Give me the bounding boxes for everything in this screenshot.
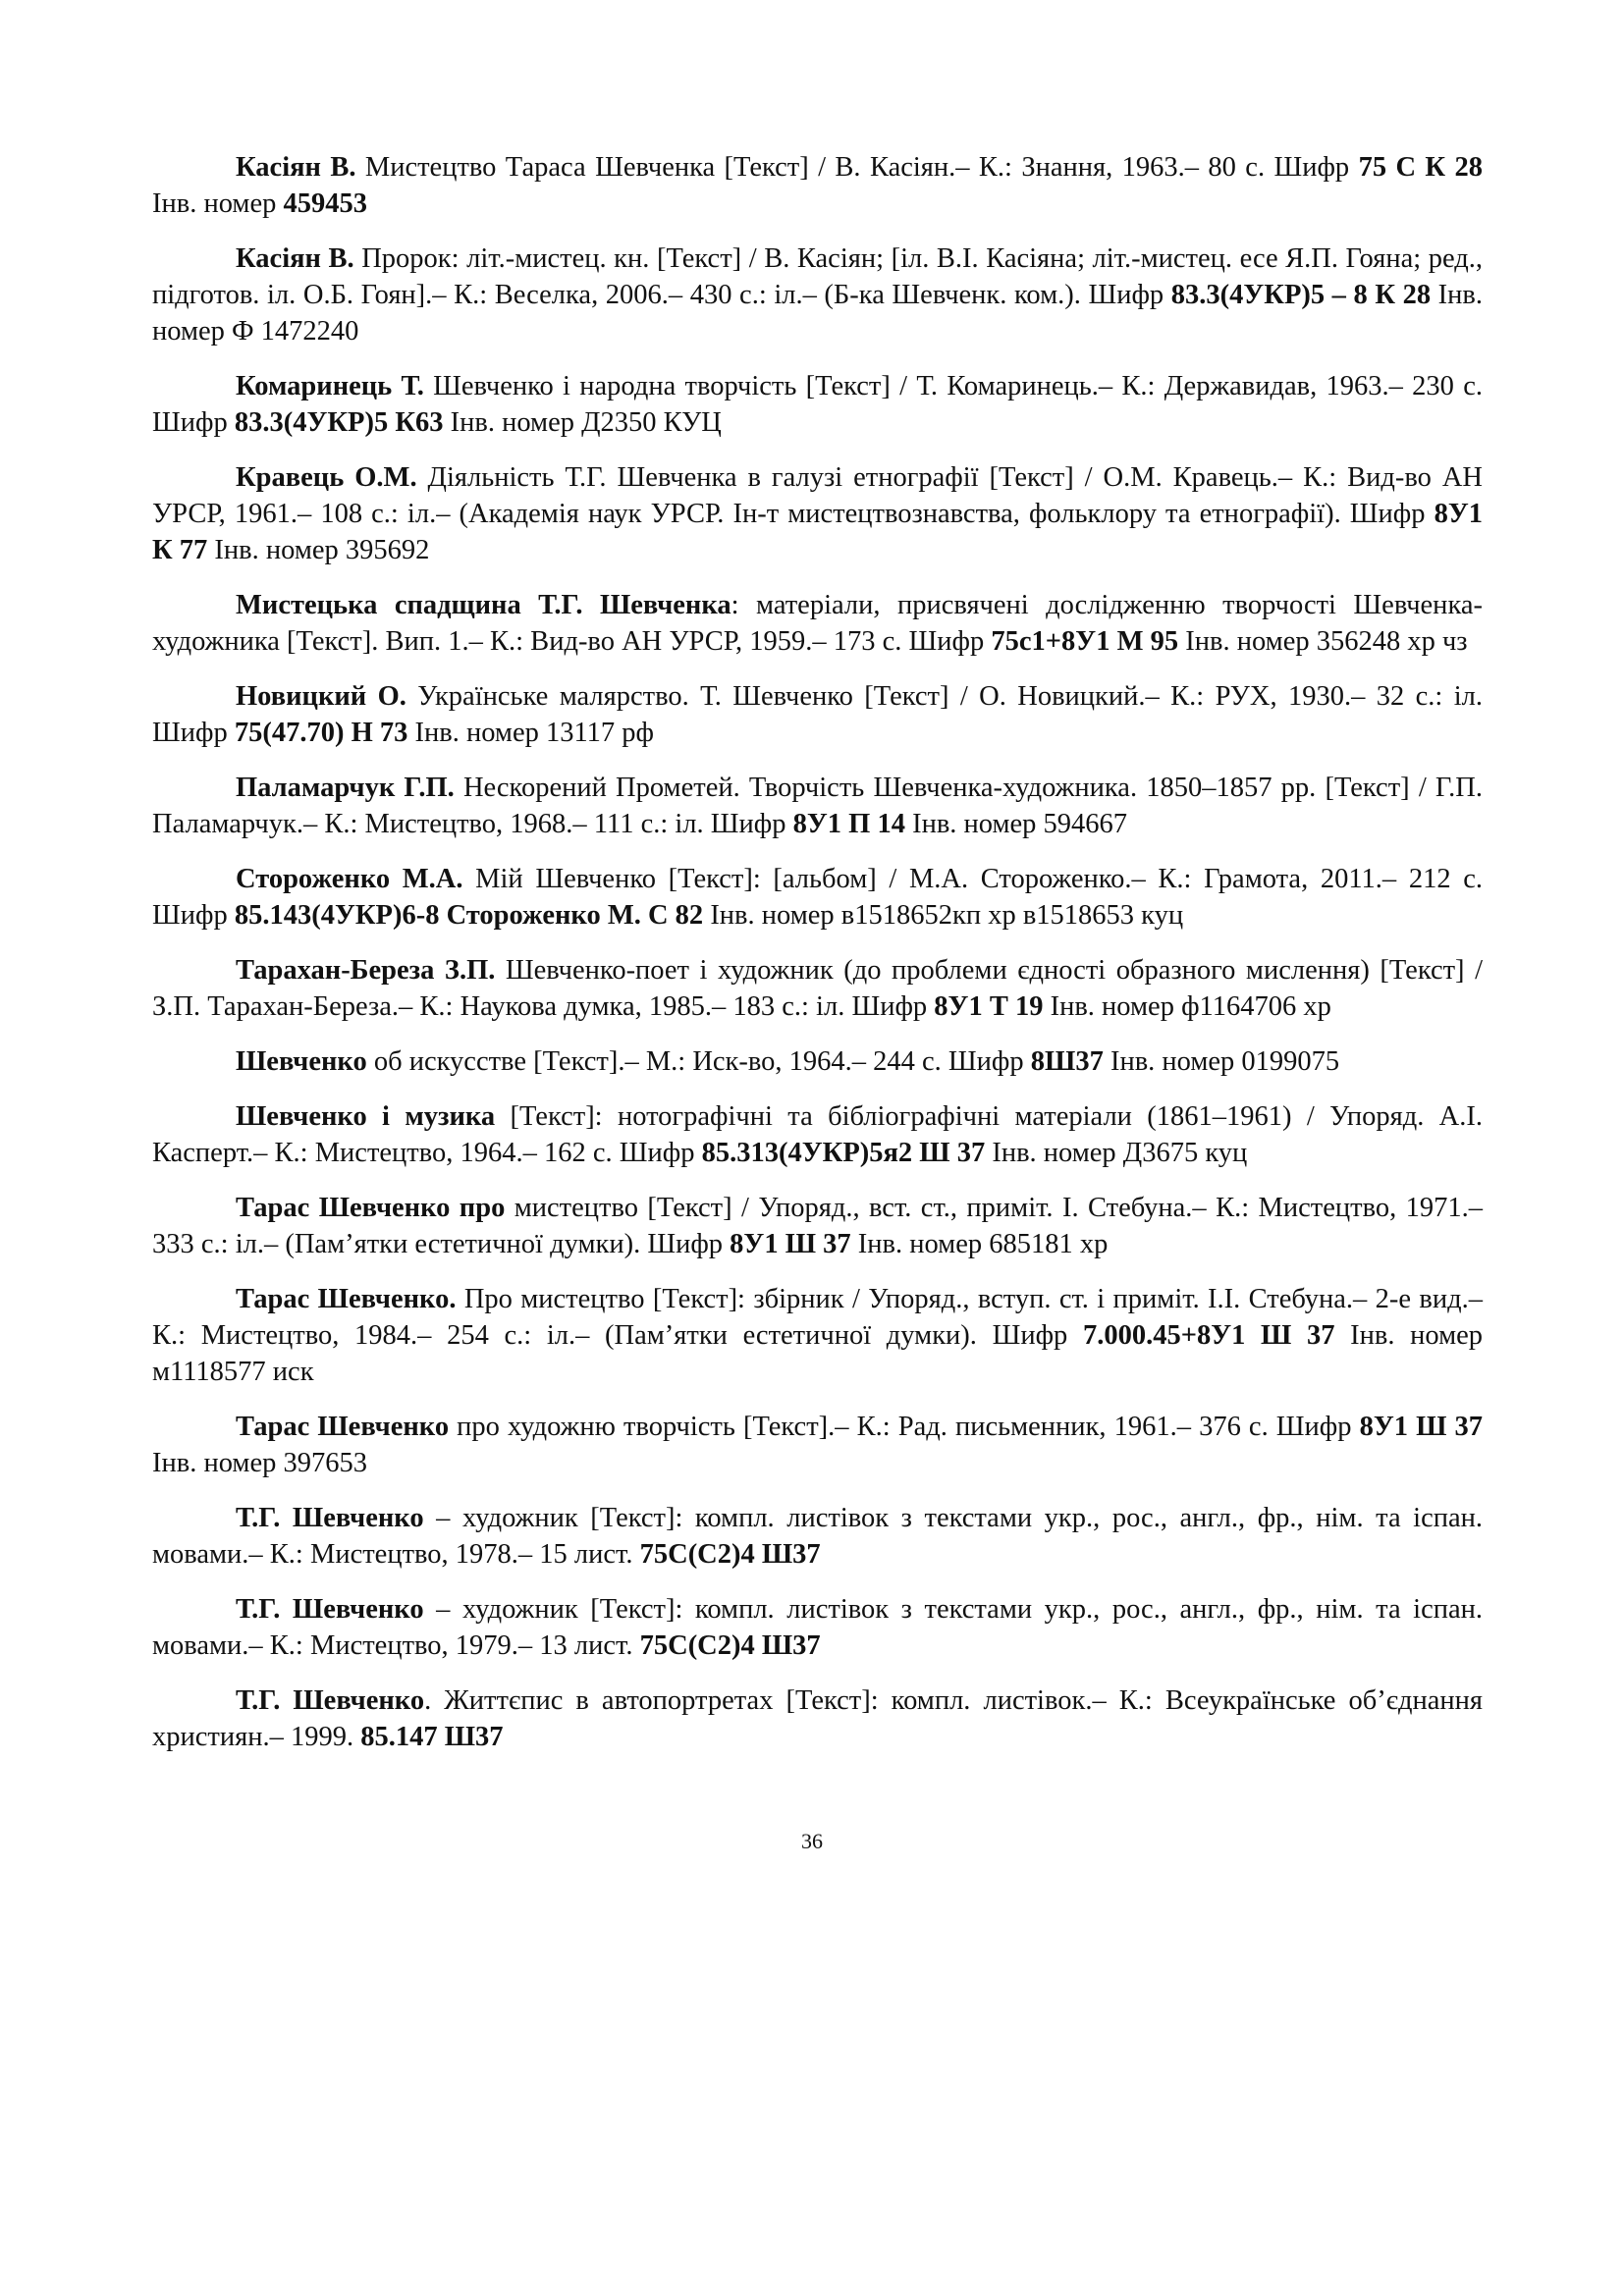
entry-text: Інв. номер Д2350 КУЦ <box>443 407 722 438</box>
entry-text: Нескорений Прометей. Творчість Шевченка-художника. 1850–1857 рр. [Текст] / Г.П. Паламарчук.– К.: Мистецтво, 1968.– 111 с.: іл. Шифр <box>152 773 1484 839</box>
entry-text: Інв. номер 395692 <box>207 535 430 565</box>
entry-bold-text: 85.143(4УКР)6-8 Стороженко М. С 82 <box>234 900 704 931</box>
entry-bold-text: Касіян В. <box>236 243 354 274</box>
entry-text: Інв. номер ф1164706 хр <box>1043 991 1331 1022</box>
bibliography-entry <box>152 1043 1483 1080</box>
entry-text: Шевченко і народна творчість [Текст] / Т. Комаринець.– К.: Державидав, 1963.– 230 с. Шифр <box>152 371 1483 438</box>
entry-text: Діяльність Т.Г. Шевченка в галузі етнографії [Текст] / О.М. Кравець.– К.: Вид-во АН УРСР, 1961.– 108 с.: іл.– (Академія наук УРСР. Ін-т мистецтвознавства, фольклору та етнографії). Шифр <box>152 462 1483 529</box>
entry-bold-text: 8У1 П 14 <box>792 809 905 839</box>
entry-bold-text: Тарас Шевченко про <box>236 1193 506 1223</box>
bibliography-entry <box>152 1190 1483 1262</box>
bibliography-entry <box>152 149 1483 222</box>
bibliography-entry <box>152 1682 1483 1755</box>
bibliography-entry <box>152 952 1483 1025</box>
entry-text: – художник [Текст]: компл. листівок з текстами укр., рос., англ., фр., нім. та іспан. мовами.– К.: Мистецтво, 1979.– 13 лист. <box>152 1594 1484 1661</box>
entry-bold-text: 75с1+8У1 М 95 <box>991 626 1179 657</box>
entry-text: Про мистецтво [Текст]: збірник / Упоряд., вступ. ст. і приміт. І.І. Стебуна.– 2-е вид.– К.: Мистецтво, 1984.– 254 с.: іл.– (Пам’ятки естетичної думки). Шифр <box>152 1284 1483 1351</box>
entry-text: Інв. номер м1118577 иск <box>152 1320 1484 1387</box>
entry-bold-text: Тарахан-Береза З.П. <box>236 955 496 986</box>
bibliography-entry <box>152 1409 1483 1481</box>
entry-text: – художник [Текст]: компл. листівок з текстами укр., рос., англ., фр., нім. та іспан. мовами.– К.: Мистецтво, 1978.– 15 лист. <box>152 1503 1484 1570</box>
entry-text: . Життєпис в автопортретах [Текст]: компл. листівок.– К.: Всеукраїнське об’єднання християн.– 1999. <box>152 1685 1483 1752</box>
entry-bold-text: 83.3(4УКР)5 К63 <box>234 407 444 438</box>
entry-bold-text: Тарас Шевченко. <box>236 1284 457 1314</box>
entry-text: про художню творчість [Текст].– К.: Рад. письменник, 1961.– 376 с. Шифр <box>449 1412 1360 1442</box>
entry-bold-text: Т.Г. Шевченко <box>236 1685 425 1716</box>
entry-text: об искусстве [Текст].– М.: Иск-во, 1964.– 244 с. Шифр <box>366 1046 1031 1077</box>
entry-bold-text: 8У1 Ш 37 <box>1359 1412 1483 1442</box>
entry-text: Інв. номер Д3675 куц <box>985 1138 1248 1168</box>
entry-text: Пророк: літ.-мистец. кн. [Текст] / В. Касіян; [іл. В.І. Касіяна; літ.-мистец. есе Я.П. Гояна; ред., підготов. іл. О.Б. Гоян].– К.: Веселка, 2006.– 430 с.: іл.– (Б-ка Шевченк. ком.). Шифр <box>152 243 1484 310</box>
entry-text: Інв. номер 356248 хр чз <box>1178 626 1468 657</box>
entry-bold-text: Мистецька спадщина Т.Г. Шевченка <box>236 590 731 620</box>
entry-text: Інв. номер 397653 <box>152 1448 367 1478</box>
entry-bold-text: Новицкий О. <box>236 681 406 712</box>
bibliography-entry <box>152 587 1483 660</box>
entry-bold-text: Комаринець Т. <box>236 371 424 401</box>
entry-bold-text: 75 С К 28 <box>1358 152 1483 183</box>
entry-text: Мій Шевченко [Текст]: [альбом] / М.А. Стороженко.– К.: Грамота, 2011.– 212 с. Шифр <box>152 864 1483 931</box>
entry-bold-text: 83.3(4УКР)5 – 8 К 28 <box>1170 280 1432 310</box>
entry-text: Шевченко-поет і художник (до проблеми єдності образного мислення) [Текст] / З.П. Тарахан-Береза.– К.: Наукова думка, 1985.– 183 с.: іл. Шифр <box>152 955 1483 1022</box>
entry-text: Інв. номер в1518652кп хр в1518653 куц <box>703 900 1184 931</box>
bibliography-entry <box>152 368 1483 441</box>
entry-bold-text: 75(47.70) Н 73 <box>234 718 408 748</box>
entry-bold-text: 75С(С2)4 Ш37 <box>639 1539 821 1570</box>
entry-bold-text: Тарас Шевченко <box>236 1412 450 1442</box>
entry-text: Інв. номер 0199075 <box>1103 1046 1340 1077</box>
entry-bold-text: 8У1 Т 19 <box>934 991 1044 1022</box>
entry-bold-text: 8Ш37 <box>1030 1046 1104 1077</box>
entry-bold-text: 8У1 К 77 <box>152 499 1483 565</box>
entry-bold-text: Паламарчук Г.П. <box>236 773 455 803</box>
bibliography-entry <box>152 1098 1483 1171</box>
bibliography-list <box>152 149 1483 1774</box>
bibliography-entry <box>152 459 1483 568</box>
entry-text: Інв. номер 685181 хр <box>850 1229 1109 1259</box>
bibliography-entry <box>152 770 1483 842</box>
entry-text: [Текст]: нотографічні та бібліографічні матеріали (1861–1961) / Упоряд. А.І. Касперт.– К.: Мистецтво, 1964.– 162 с. Шифр <box>152 1101 1484 1168</box>
entry-bold-text: Шевченко <box>236 1046 367 1077</box>
entry-bold-text: 85.147 Ш37 <box>360 1722 504 1752</box>
entry-text: Інв. номер 13117 рф <box>407 718 655 748</box>
bibliography-entry <box>152 678 1483 751</box>
entry-bold-text: 75С(С2)4 Ш37 <box>639 1630 821 1661</box>
entry-bold-text: Стороженко М.А. <box>236 864 463 894</box>
bibliography-entry <box>152 1591 1483 1664</box>
entry-text: Інв. номер 594667 <box>904 809 1128 839</box>
page-number: 36 <box>801 1829 823 1853</box>
entry-bold-text: 85.313(4УКР)5я2 Ш 37 <box>701 1138 986 1168</box>
entry-text: Інв. номер Ф 1472240 <box>152 280 1483 347</box>
entry-text: Інв. номер <box>152 188 284 219</box>
entry-bold-text: Кравець О.М. <box>236 462 417 493</box>
entry-bold-text: Т.Г. Шевченко <box>236 1503 424 1533</box>
entry-text: Українське малярство. Т. Шевченко [Текст] / О. Новицкий.– К.: РУХ, 1930.– 32 с.: іл. Шифр <box>152 681 1483 748</box>
entry-bold-text: 8У1 Ш 37 <box>730 1229 851 1259</box>
entry-text: мистецтво [Текст] / Упоряд., вст. ст., приміт. І. Стебуна.– К.: Мистецтво, 1971.– 333 с.: іл.– (Пам’ятки естетичної думки). Шифр <box>152 1193 1483 1259</box>
entry-bold-text: Касіян В. <box>236 152 356 183</box>
entry-bold-text: Т.Г. Шевченко <box>236 1594 424 1625</box>
entry-bold-text: Шевченко і музика <box>236 1101 496 1132</box>
entry-bold-text: 7.000.45+8У1 Ш 37 <box>1082 1320 1335 1351</box>
entry-text: Мистецтво Тараса Шевченка [Текст] / В. Касіян.– К.: Знання, 1963.– 80 с. Шифр <box>355 152 1359 183</box>
bibliography-entry <box>152 1281 1483 1390</box>
bibliography-entry <box>152 1500 1483 1573</box>
entry-text: : матеріали, присвячені дослідженню творчості Шевченка-художника [Текст]. Вип. 1.– К.: Вид-во АН УРСР, 1959.– 173 с. Шифр <box>152 590 1483 657</box>
bibliography-entry <box>152 861 1483 934</box>
bibliography-entry <box>152 240 1483 349</box>
entry-bold-text: 459453 <box>283 188 367 219</box>
